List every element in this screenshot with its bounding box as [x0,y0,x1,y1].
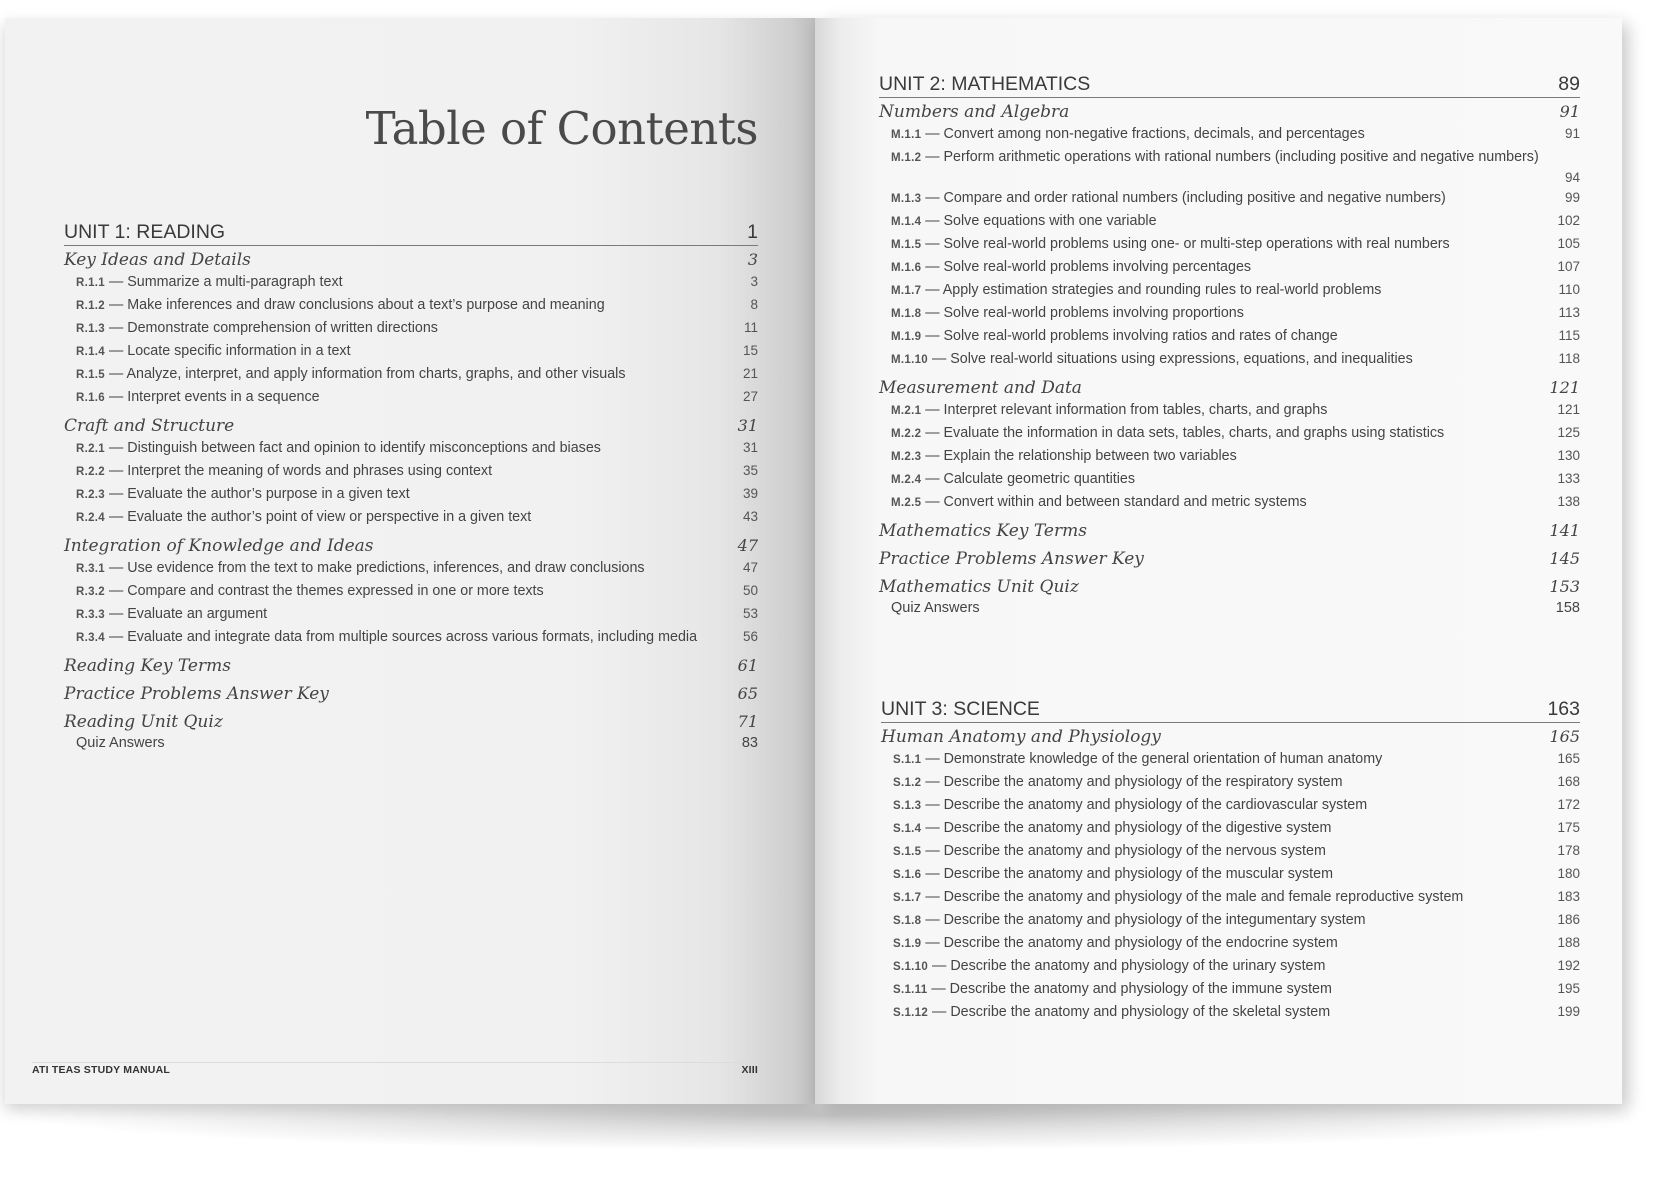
toc-entry [881,1001,1580,1024]
entry-page: 50 [742,583,758,598]
toc-entry [881,886,1580,909]
section-page: 71 [737,712,758,731]
toc-entry [64,317,758,340]
entry-text-group: R.1.4 — Locate specific information in a text [76,343,351,359]
footer-page-number: XIII [741,1064,758,1076]
toc-entry [879,256,1580,279]
entry-text-group: S.1.5 — Describe the anatomy and physiology of the nervous system [893,843,1326,859]
toc-entry [881,794,1580,817]
toc-entry [881,978,1580,1001]
entry-text: Evaluate an argument [127,606,268,622]
toc-entry [64,294,758,317]
toc-entry [64,437,758,460]
entry-page: 195 [1557,981,1580,996]
toc-entry [64,460,758,483]
section-title: Reading Key Terms [64,656,231,676]
section-heading [64,711,758,733]
entry-code: S.1.6 [893,869,922,881]
quiz-answers-page: 83 [741,735,758,751]
quiz-answers-text: Quiz Answers [76,735,165,751]
section-title: Human Anatomy and Physiology [881,727,1161,747]
section-heading [879,101,1580,123]
unit-mathematics [879,72,1580,618]
entry-text-group: R.1.3 — Demonstrate comprehension of written directions [76,320,438,336]
entry-code: M.2.4 [891,474,922,486]
unit-sections [64,249,758,753]
entry-page: 188 [1557,935,1580,950]
entry-code: M.2.1 [891,405,922,417]
entry-code: S.1.5 [893,846,922,858]
entry-code: M.2.3 [891,451,922,463]
entry-code: R.1.6 [76,392,105,404]
entry-page: 186 [1557,912,1580,927]
entry-page: 102 [1557,213,1580,228]
entry-text-group: M.1.10 — Solve real-world situations using expressions, equations, and inequalities [891,351,1413,367]
section-page: 65 [737,684,758,703]
entry-code: R.3.3 [76,609,105,621]
entry-code: R.1.4 [76,346,105,358]
toc-entry [879,210,1580,233]
entry-code: R.2.1 [76,443,105,455]
entry-text-group: R.2.1 — Distinguish between fact and opinion to identify misconceptions and biases [76,440,601,456]
entry-code: R.3.1 [76,563,105,575]
section-heading [64,535,758,557]
right-page [815,18,1622,1104]
entry-text-group: M.2.5 — Convert within and between standard and metric systems [891,494,1307,510]
entry-page: 91 [1564,126,1580,141]
section-heading [881,726,1580,748]
entry-text: Summarize a multi-paragraph text [127,274,343,290]
entry-page: 168 [1557,774,1580,789]
entry-text: Describe the anatomy and physiology of the respiratory system [943,774,1343,790]
section-heading [64,415,758,437]
entry-code: R.1.2 [76,300,105,312]
unit-sections [879,101,1580,618]
entry-page: 172 [1557,797,1580,812]
entry-text: Analyze, interpret, and apply information from charts, graphs, and other visuals [126,366,626,382]
entry-text: Evaluate the author’s point of view or perspective in a given text [127,509,532,525]
section-title: Numbers and Algebra [879,102,1070,122]
entry-code: M.1.3 [891,193,922,205]
entry-code: M.1.4 [891,216,922,228]
section-heading [879,377,1580,399]
left-page [5,18,815,1104]
toc-entry [64,506,758,529]
section-heading [879,520,1580,542]
quiz-answers-entry [879,598,1580,618]
toc-entry [879,146,1580,187]
quiz-answers-text: Quiz Answers [891,600,980,616]
toc-entry [879,123,1580,146]
entry-code: S.1.8 [893,915,922,927]
entry-text-group: M.1.2 — Perform arithmetic operations with rational numbers (including positive and negative numbers) [891,149,1539,165]
entry-text: Interpret the meaning of words and phrases using context [127,463,493,479]
entry-text-group: R.2.4 — Evaluate the author’s point of view or perspective in a given text [76,509,532,525]
entry-page: 39 [742,486,758,501]
unit-title: UNIT 1: READING [64,221,226,243]
page-footer [32,1062,758,1076]
entry-text: Convert within and between standard and metric systems [943,494,1307,510]
entry-page: 43 [742,509,758,524]
entry-page: 138 [1557,494,1580,509]
unit-page: 1 [747,221,758,243]
section-heading [64,683,758,705]
entry-page: 165 [1557,751,1580,766]
toc-entry [879,302,1580,325]
section-page: 31 [737,416,758,435]
toc-entry [64,580,758,603]
entry-text-group: M.2.1 — Interpret relevant information from tables, charts, and graphs [891,402,1328,418]
entry-text: Solve equations with one variable [943,213,1157,229]
section-title: Practice Problems Answer Key [879,549,1144,569]
entry-text: Use evidence from the text to make predictions, inferences, and draw conclusions [127,560,645,576]
entry-code: S.1.2 [893,777,922,789]
section-title: Practice Problems Answer Key [64,684,329,704]
entry-code: S.1.3 [893,800,922,812]
section-page: 153 [1549,577,1580,596]
entry-page: 35 [742,463,758,478]
entry-text-group: R.2.3 — Evaluate the author’s purpose in a given text [76,486,410,502]
entry-code: R.1.1 [76,277,105,289]
entry-text-group: S.1.2 — Describe the anatomy and physiology of the respiratory system [893,774,1343,790]
entry-text-group: M.1.3 — Compare and order rational numbers (including positive and negative numbers) [891,190,1446,206]
toc-entry [879,422,1580,445]
entry-text: Compare and order rational numbers (including positive and negative numbers) [943,190,1446,206]
entry-page: 3 [750,274,758,289]
entry-text: Demonstrate knowledge of the general orientation of human anatomy [943,751,1383,767]
entry-page: 15 [742,343,758,358]
entry-text: Describe the anatomy and physiology of the nervous system [943,843,1326,859]
entry-page: 192 [1557,958,1580,973]
toc-entry [881,932,1580,955]
section-page: 91 [1559,102,1580,121]
entry-text-group: S.1.1 — Demonstrate knowledge of the general orientation of human anatomy [893,751,1383,767]
entry-text: Evaluate the author’s purpose in a given text [127,486,410,502]
toc-entry [881,909,1580,932]
entry-text: Apply estimation strategies and rounding rules to real-world problems [942,282,1382,298]
toc-entry [879,399,1580,422]
entry-text: Describe the anatomy and physiology of the muscular system [943,866,1333,882]
entry-code: M.2.5 [891,497,922,509]
entry-text: Describe the anatomy and physiology of the skeletal system [950,1004,1331,1020]
entry-text: Evaluate and integrate data from multiple sources across various formats, including media [127,629,698,645]
entry-page: 113 [1558,305,1580,320]
entry-page: 56 [742,629,758,644]
entry-page: 125 [1557,425,1580,440]
entry-text: Describe the anatomy and physiology of the male and female reproductive system [943,889,1464,905]
toc-entry [879,279,1580,302]
entry-text-group: S.1.4 — Describe the anatomy and physiology of the digestive system [893,820,1332,836]
entry-page: 21 [742,366,758,381]
entry-text: Describe the anatomy and physiology of the immune system [949,981,1332,997]
entry-text: Demonstrate comprehension of written directions [127,320,438,336]
entry-page: 105 [1557,236,1580,251]
section-page: 3 [747,250,758,269]
toc-entry [64,386,758,409]
footer-book-title: ATI TEAS STUDY MANUAL [32,1064,170,1076]
entry-code: S.1.9 [893,938,922,950]
section-page: 47 [737,536,758,555]
entry-text: Interpret events in a sequence [127,389,320,405]
quiz-answers-entry [64,733,758,753]
entry-page: 115 [1558,328,1580,343]
section-title: Integration of Knowledge and Ideas [64,536,374,556]
entry-text: Convert among non-negative fractions, decimals, and percentages [943,126,1365,142]
toc-entry [64,603,758,626]
unit-page: 89 [1558,73,1580,95]
entry-text-group: M.2.4 — Calculate geometric quantities [891,471,1136,487]
entry-text-group: R.1.1 — Summarize a multi-paragraph text [76,274,343,290]
entry-code: M.1.1 [891,129,922,141]
entry-page: 94 [1564,170,1580,185]
entry-text: Make inferences and draw conclusions about a text’s purpose and meaning [127,297,605,313]
unit-page: 163 [1547,698,1580,720]
entry-code: R.3.2 [76,586,105,598]
entry-page: 110 [1558,282,1580,297]
toc-entry [881,840,1580,863]
entry-code: M.1.9 [891,331,922,343]
toc-entry [881,863,1580,886]
section-title: Measurement and Data [879,378,1082,398]
page-title: Table of Contents [365,102,758,155]
entry-text-group: S.1.7 — Describe the anatomy and physiology of the male and female reproductive system [893,889,1464,905]
entry-code: M.2.2 [891,428,922,440]
entry-text: Describe the anatomy and physiology of the digestive system [943,820,1332,836]
entry-page: 107 [1557,259,1580,274]
entry-code: S.1.4 [893,823,922,835]
entry-text: Compare and contrast the themes expressed in one or more texts [127,583,544,599]
entry-page: 118 [1558,351,1580,366]
entry-code: R.2.2 [76,466,105,478]
entry-text: Describe the anatomy and physiology of the cardiovascular system [943,797,1368,813]
toc-entry [64,271,758,294]
entry-page: 121 [1557,402,1580,417]
toc-entry [881,817,1580,840]
toc-entry [881,771,1580,794]
entry-text-group: S.1.12 — Describe the anatomy and physiology of the skeletal system [893,1004,1331,1020]
entry-page: 199 [1557,1004,1580,1019]
entry-code: S.1.12 [893,1007,929,1019]
entry-text-group: R.3.4 — Evaluate and integrate data from multiple sources across various formats, including media [76,629,698,645]
toc-entry [879,468,1580,491]
section-page: 145 [1549,549,1580,568]
section-title: Reading Unit Quiz [64,712,223,732]
entry-page: 47 [742,560,758,575]
entry-text: Interpret relevant information from tables, charts, and graphs [943,402,1328,418]
section-heading [879,548,1580,570]
toc-entry [879,233,1580,256]
entry-text: Evaluate the information in data sets, tables, charts, and graphs using statistics [943,425,1445,441]
entry-code: S.1.7 [893,892,922,904]
entry-page: 11 [743,320,758,335]
entry-page: 180 [1557,866,1580,881]
toc-entry [64,557,758,580]
unit-science [881,697,1580,1024]
entry-code: M.1.5 [891,239,922,251]
toc-entry [881,955,1580,978]
entry-page: 99 [1564,190,1580,205]
section-page: 141 [1549,521,1580,540]
toc-entry [879,445,1580,468]
unit-heading [879,72,1580,98]
entry-text: Explain the relationship between two variables [943,448,1237,464]
entry-page: 178 [1557,843,1580,858]
entry-code: R.2.3 [76,489,105,501]
entry-page: 31 [742,440,758,455]
entry-text-group: S.1.11 — Describe the anatomy and physiology of the immune system [893,981,1332,997]
entry-text-group: R.1.6 — Interpret events in a sequence [76,389,320,405]
entry-text: Perform arithmetic operations with rational numbers (including positive and negative numbers) [943,149,1539,165]
entry-code: M.1.6 [891,262,922,274]
unit-reading [64,220,758,753]
entry-code: S.1.1 [893,754,922,766]
toc-entry [881,748,1580,771]
entry-text: Calculate geometric quantities [943,471,1136,487]
entry-code: M.1.2 [891,152,922,164]
toc-entry [64,363,758,386]
entry-text: Describe the anatomy and physiology of the urinary system [950,958,1326,974]
entry-code: R.2.4 [76,512,105,524]
entry-text: Solve real-world problems using one- or multi-step operations with real numbers [943,236,1450,252]
entry-text: Solve real-world situations using expressions, equations, and inequalities [950,351,1413,367]
toc-entry [879,325,1580,348]
entry-text-group: M.1.4 — Solve equations with one variable [891,213,1157,229]
entry-code: R.1.5 [76,369,105,381]
unit-title: UNIT 2: MATHEMATICS [879,73,1091,95]
entry-text-group: M.1.1 — Convert among non-negative fractions, decimals, and percentages [891,126,1365,142]
entry-page: 183 [1557,889,1580,904]
toc-entry [64,340,758,363]
entry-text-group: M.1.7 — Apply estimation strategies and rounding rules to real-world problems [891,282,1382,298]
quiz-answers-page: 158 [1555,600,1580,616]
entry-page: 175 [1557,820,1580,835]
entry-text-group: M.1.6 — Solve real-world problems involving percentages [891,259,1252,275]
entry-page: 27 [742,389,758,404]
entry-code: S.1.11 [893,984,928,996]
entry-text-group: S.1.8 — Describe the anatomy and physiology of the integumentary system [893,912,1366,928]
entry-text: Solve real-world problems involving proportions [943,305,1244,321]
entry-page: 130 [1557,448,1580,463]
entry-text: Describe the anatomy and physiology of the integumentary system [943,912,1366,928]
section-title: Key Ideas and Details [64,250,251,270]
entry-text: Locate specific information in a text [127,343,351,359]
entry-text-group: R.3.3 — Evaluate an argument [76,606,268,622]
entry-page: 53 [742,606,758,621]
entry-code: M.1.10 [891,354,928,366]
toc-entry [879,491,1580,514]
entry-text: Distinguish between fact and opinion to identify misconceptions and biases [127,440,601,456]
unit-heading [64,220,758,246]
entry-code: R.1.3 [76,323,105,335]
section-heading [64,655,758,677]
entry-code: M.1.8 [891,308,922,320]
entry-code: M.1.7 [891,285,922,297]
entry-text-group: M.2.3 — Explain the relationship between two variables [891,448,1237,464]
entry-text-group: R.1.5 — Analyze, interpret, and apply information from charts, graphs, and other visuals [76,366,626,382]
section-heading [64,249,758,271]
entry-text-group: S.1.3 — Describe the anatomy and physiology of the cardiovascular system [893,797,1368,813]
entry-text-group: R.2.2 — Interpret the meaning of words and phrases using context [76,463,493,479]
entry-text-group: S.1.9 — Describe the anatomy and physiology of the endocrine system [893,935,1338,951]
section-title: Mathematics Unit Quiz [879,577,1079,597]
entry-text: Describe the anatomy and physiology of the endocrine system [943,935,1338,951]
toc-entry [879,187,1580,210]
toc-entry [64,483,758,506]
unit-heading [881,697,1580,723]
entry-text-group: M.2.2 — Evaluate the information in data sets, tables, charts, and graphs using statistics [891,425,1445,441]
entry-text-group: M.1.8 — Solve real-world problems involving proportions [891,305,1244,321]
section-page: 121 [1549,378,1580,397]
entry-text: Solve real-world problems involving percentages [943,259,1252,275]
entry-text-group: R.3.1 — Use evidence from the text to make predictions, inferences, and draw conclusions [76,560,645,576]
toc-entry [879,348,1580,371]
toc-entry [64,626,758,649]
unit-title: UNIT 3: SCIENCE [881,698,1040,720]
section-title: Craft and Structure [64,416,235,436]
entry-text-group: S.1.6 — Describe the anatomy and physiology of the muscular system [893,866,1333,882]
entry-text: Solve real-world problems involving ratios and rates of change [943,328,1338,344]
entry-code: S.1.10 [893,961,929,973]
section-heading [879,576,1580,598]
entry-text-group: R.1.2 — Make inferences and draw conclusions about a text’s purpose and meaning [76,297,605,313]
section-page: 61 [737,656,758,675]
section-title: Mathematics Key Terms [879,521,1087,541]
entry-page: 8 [750,297,758,312]
entry-text-group: R.3.2 — Compare and contrast the themes expressed in one or more texts [76,583,544,599]
entry-text-group: M.1.9 — Solve real-world problems involving ratios and rates of change [891,328,1338,344]
section-page: 165 [1549,727,1580,746]
entry-text-group: S.1.10 — Describe the anatomy and physiology of the urinary system [893,958,1326,974]
entry-page: 133 [1557,471,1580,486]
unit-sections [881,726,1580,1024]
entry-code: R.3.4 [76,632,105,644]
entry-text-group: M.1.5 — Solve real-world problems using one- or multi-step operations with real numbers [891,236,1450,252]
